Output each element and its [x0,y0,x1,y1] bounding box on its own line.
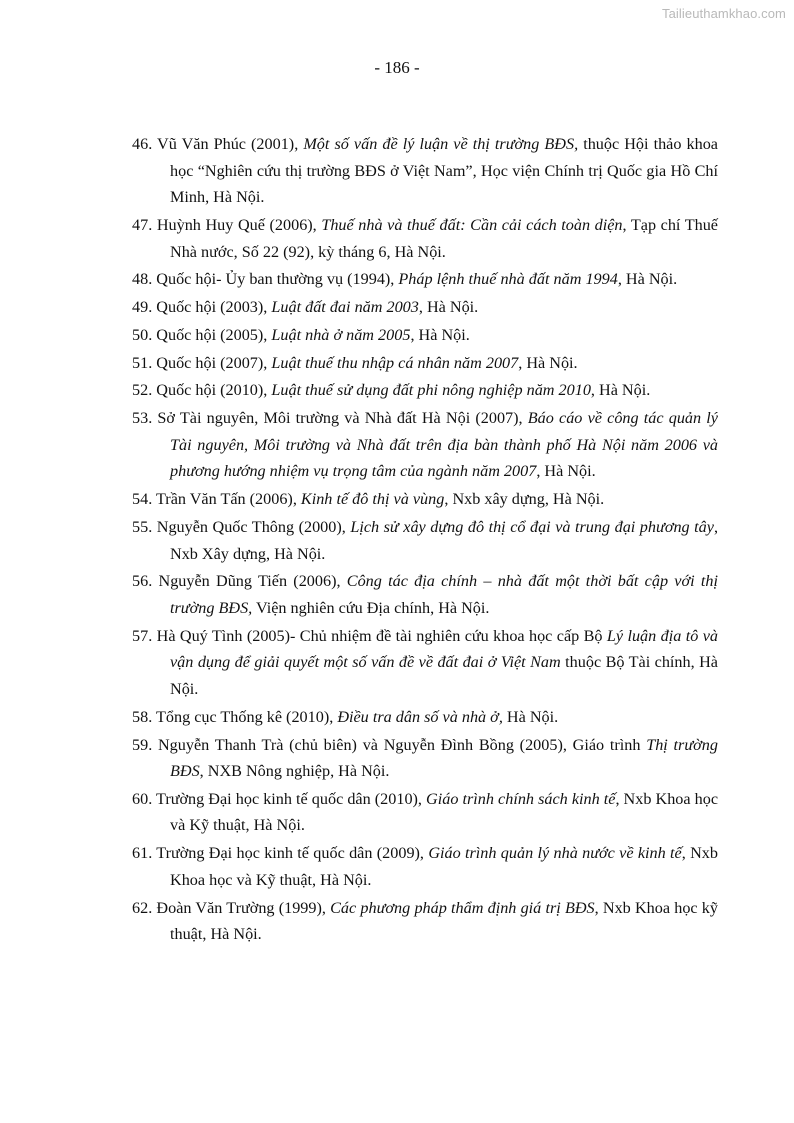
reference-title: Luật thuế thu nhập cá nhân năm 2007 [271,353,519,372]
reference-item [132,840,718,893]
reference-number: 47. [132,215,153,234]
reference-number: 58. [132,707,153,726]
watermark: Tailieuthamkhao.com [661,6,786,21]
reference-item [132,377,718,404]
reference-item [132,212,718,265]
reference-author: Quốc hội (2003), [152,298,272,317]
reference-publisher: Hà Nội. [502,707,559,726]
page-number: - 186 - [374,58,420,77]
reference-item [132,732,718,785]
reference-item [132,350,718,377]
reference-title: Luật nhà ở năm 2005 [271,325,411,344]
reference-author: Nguyễn Dũng Tiến (2006), [152,572,347,591]
reference-number: 53. [132,409,153,428]
reference-item [132,623,718,703]
reference-author: Quốc hội (2007), [152,353,272,372]
reference-title: Báo cáo về công tác quản lý Tài nguyên, Môi trường và Nhà đất trên địa bàn thành phố Hà Nội năm 2006 và phương hướng nhiệm vụ trọng tâm của ngành năm 2007 [170,409,718,481]
reference-number: 46. [132,135,153,153]
reference-number: 49. [132,298,153,317]
reference-number: 62. [132,898,153,917]
reference-author: Vũ Văn Phúc (2001), [152,135,304,153]
reference-publisher: , Hà Nội. [410,325,470,344]
reference-author: Nguyễn Quốc Thông (2000), [152,518,351,536]
reference-title: Giáo trình quản lý nhà nước về kinh tế [428,844,682,863]
reference-publisher: , Hà Nội. [536,462,596,481]
reference-title: Lý luận địa tô và vận dụng để giải quyết một số vấn đề về đất đai ở Việt Nam [170,626,718,672]
reference-item [132,486,718,513]
reference-title: Một số vấn đề lý luận về thị trường BĐS, [303,135,579,153]
reference-author: Đoàn Văn Trường (1999), [152,898,331,917]
reference-item [132,895,718,948]
reference-item [132,704,718,731]
reference-title: Kinh tế đô thị và vùng [300,490,445,509]
reference-title: Thị trường BĐS [170,735,718,781]
reference-title: Các phương pháp thẩm định giá trị BĐS [330,898,595,917]
reference-publisher: , Hà Nội. [590,381,651,400]
reference-author: Quốc hội- Ủy ban thường vụ (1994), [152,270,399,289]
reference-number: 61. [132,844,153,863]
reference-number: 50. [132,325,153,344]
reference-publisher: , Nxb Khoa học và Kỹ thuật, Hà Nội. [170,789,719,835]
reference-author: Trường Đại học kinh tế quốc dân (2009), [152,844,429,863]
reference-item [132,294,718,321]
reference-publisher: thuộc Bộ Tài chính, Hà Nội. [170,653,718,698]
reference-number: 60. [132,789,153,808]
reference-title: Lịch sử xây dựng đô thị cổ đại và trung đại phương tây [350,518,714,536]
reference-publisher: Viện nghiên cứu Địa chính, Hà Nội. [252,598,490,617]
reference-author: Trường Đại học kinh tế quốc dân (2010), [152,789,427,808]
reference-title: Luật đất đai năm 2003 [271,298,419,317]
reference-number: 57. [132,626,153,645]
reference-author: Nguyễn Thanh Trà (chủ biên) và Nguyễn Đình Bồng (2005), Giáo trình [152,735,647,754]
reference-item [132,568,718,621]
reference-title: Luật thuế sử dụng đất phi nông nghiệp năm 2010 [271,381,591,400]
reference-author: Quốc hội (2010), [152,381,272,400]
reference-item [132,322,718,349]
reference-title: Pháp lệnh thuế nhà đất năm 1994 [398,270,618,289]
reference-publisher: , Nxb Khoa học và Kỹ thuật, Hà Nội. [170,844,718,889]
reference-publisher: , Tạp chí Thuế Nhà nước, Số 22 (92), kỳ tháng 6, Hà Nội. [170,215,718,261]
reference-publisher: , Nxb Khoa học kỹ thuật, Hà Nội. [170,898,718,944]
reference-number: 55. [132,518,153,536]
reference-item [132,405,718,485]
reference-author: Hà Quý Tình (2005)- Chủ nhiệm đề tài nghiên cứu khoa học cấp Bộ [152,626,607,645]
reference-item [132,786,718,839]
reference-publisher: , Hà Nội. [418,298,479,317]
reference-item [132,266,718,293]
reference-publisher: , Nxb xây dựng, Hà Nội. [444,490,605,509]
reference-publisher: thuộc Hội thảo khoa học “Nghiên cứu thị trường BĐS ở Việt Nam”, Học viện Chính trị Quốc gia Hồ Chí Minh, Hà Nội. [170,135,718,207]
reference-number: 48. [132,270,153,289]
reference-publisher: , Hà Nội. [518,353,578,372]
reference-author: Quốc hội (2005), [152,325,272,344]
reference-author: Huỳnh Huy Quế (2006), [152,215,322,234]
reference-author: Sở Tài nguyên, Môi trường và Nhà đất Hà Nội (2007), [152,409,528,428]
reference-publisher: , Hà Nội. [617,270,678,289]
reference-item [132,131,718,211]
reference-title: Điều tra dân số và nhà ở, [337,707,503,726]
reference-number: 52. [132,381,153,400]
reference-publisher: , Nxb Xây dựng, Hà Nội. [170,518,718,563]
reference-number: 56. [132,572,153,591]
reference-number: 54. [132,490,153,509]
reference-item [132,514,718,567]
reference-list [132,131,718,949]
reference-title: Thuế nhà và thuế đất: Cần cải cách toàn diện [321,215,623,234]
reference-title: Công tác địa chính – nhà đất một thời bất cập với thị trường BĐS, [170,572,718,617]
reference-number: 59. [132,735,153,754]
reference-number: 51. [132,353,153,372]
reference-author: Trần Văn Tấn (2006), [152,490,301,509]
reference-publisher: , NXB Nông nghiệp, Hà Nội. [199,762,390,781]
reference-author: Tổng cục Thống kê (2010), [152,707,338,726]
reference-title: Giáo trình chính sách kinh tế [426,789,616,808]
